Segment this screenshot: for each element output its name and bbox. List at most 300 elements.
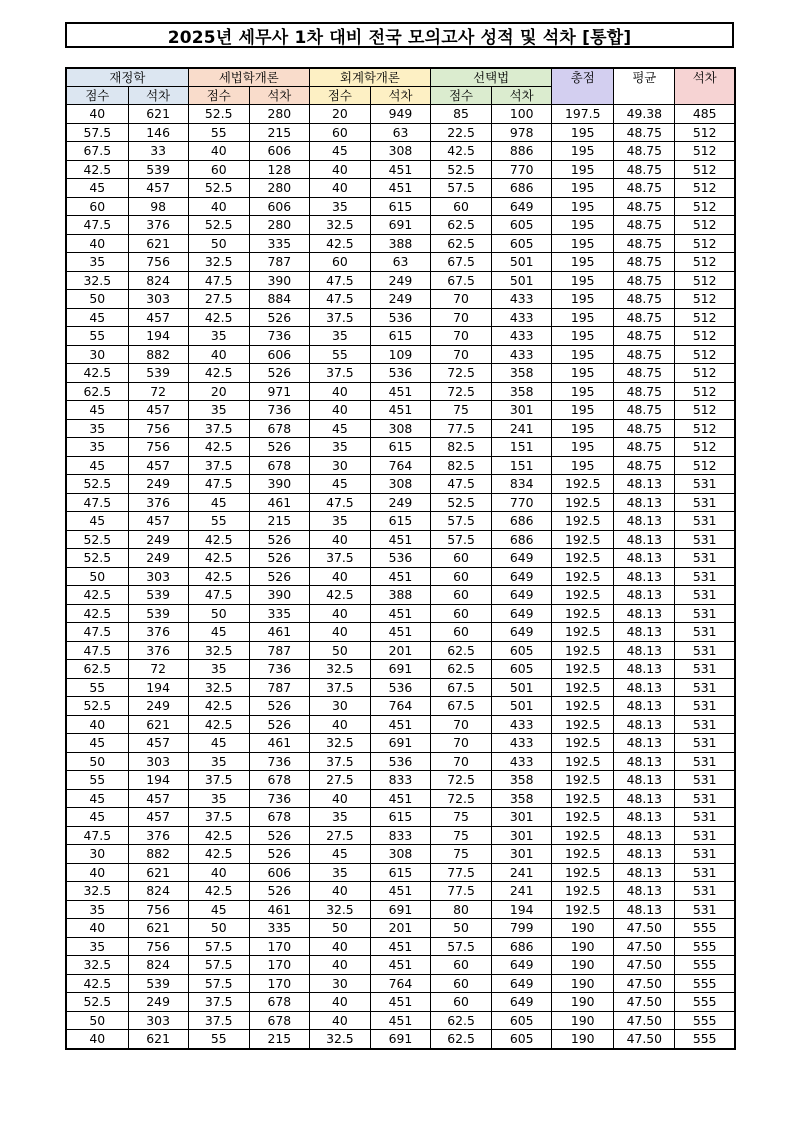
accounting-score-cell: 20 <box>309 105 370 124</box>
tax-law-score-cell: 35 <box>188 752 249 771</box>
elective-rank-cell: 301 <box>492 845 552 864</box>
tax-law-rank-cell: 280 <box>249 179 309 198</box>
elective-score-cell: 57.5 <box>431 937 492 956</box>
overall-rank-cell: 512 <box>675 160 735 179</box>
tax-law-rank-cell: 526 <box>249 697 309 716</box>
finance-score-cell: 40 <box>66 919 128 938</box>
finance-score-cell: 40 <box>66 234 128 253</box>
elective-rank-cell: 241 <box>492 863 552 882</box>
accounting-rank-cell: 691 <box>370 216 430 235</box>
finance-score-cell: 45 <box>66 401 128 420</box>
tax-law-score-cell: 37.5 <box>188 419 249 438</box>
average-score-cell: 48.75 <box>614 216 675 235</box>
total-score-cell: 195 <box>552 327 614 346</box>
elective-score-cell: 57.5 <box>431 179 492 198</box>
average-score-cell: 48.13 <box>614 530 675 549</box>
elective-score-cell: 47.5 <box>431 475 492 494</box>
elective-rank-cell: 605 <box>492 641 552 660</box>
score-table-body <box>66 105 735 1049</box>
average-score-cell: 48.13 <box>614 493 675 512</box>
finance-score-cell: 47.5 <box>66 216 128 235</box>
elective-rank-cell: 301 <box>492 808 552 827</box>
accounting-score-cell: 37.5 <box>309 752 370 771</box>
overall-rank-cell: 531 <box>675 808 735 827</box>
elective-score-cell: 80 <box>431 900 492 919</box>
elective-rank-cell: 686 <box>492 179 552 198</box>
finance-score-cell: 35 <box>66 253 128 272</box>
table-row <box>66 512 735 531</box>
tax-law-score-cell: 37.5 <box>188 771 249 790</box>
average-score-cell: 47.50 <box>614 956 675 975</box>
tax-law-score-cell: 47.5 <box>188 271 249 290</box>
overall-rank-cell: 512 <box>675 290 735 309</box>
overall-rank-cell: 512 <box>675 345 735 364</box>
finance-score-cell: 42.5 <box>66 364 128 383</box>
accounting-rank-cell: 451 <box>370 623 430 642</box>
elective-score-cell: 75 <box>431 826 492 845</box>
tax-law-score-cell: 57.5 <box>188 974 249 993</box>
total-score-cell: 195 <box>552 271 614 290</box>
elective-rank-cell: 301 <box>492 826 552 845</box>
accounting-score-cell: 32.5 <box>309 734 370 753</box>
overall-rank-cell: 531 <box>675 789 735 808</box>
elective-score-cell: 60 <box>431 956 492 975</box>
total-score-cell: 195 <box>552 456 614 475</box>
header-overall-rank: 석차 <box>675 68 735 105</box>
elective-rank-cell: 770 <box>492 160 552 179</box>
accounting-rank-cell: 615 <box>370 197 430 216</box>
tax-law-score-cell: 42.5 <box>188 882 249 901</box>
accounting-rank-cell: 949 <box>370 105 430 124</box>
accounting-rank-cell: 615 <box>370 512 430 531</box>
elective-score-cell: 60 <box>431 974 492 993</box>
total-score-cell: 195 <box>552 160 614 179</box>
accounting-score-cell: 27.5 <box>309 826 370 845</box>
elective-rank-cell: 605 <box>492 234 552 253</box>
tax-law-rank-cell: 280 <box>249 105 309 124</box>
accounting-rank-cell: 615 <box>370 327 430 346</box>
accounting-score-cell: 47.5 <box>309 271 370 290</box>
total-score-cell: 195 <box>552 197 614 216</box>
tax-law-rank-cell: 215 <box>249 512 309 531</box>
elective-score-cell: 62.5 <box>431 1030 492 1049</box>
tax-law-rank-cell: 526 <box>249 567 309 586</box>
tax-law-score-cell: 37.5 <box>188 456 249 475</box>
accounting-rank-cell: 308 <box>370 142 430 161</box>
elective-rank-cell: 433 <box>492 345 552 364</box>
average-score-cell: 48.13 <box>614 734 675 753</box>
overall-rank-cell: 531 <box>675 771 735 790</box>
table-row <box>66 401 735 420</box>
overall-rank-cell: 531 <box>675 641 735 660</box>
tax-law-score-cell: 55 <box>188 512 249 531</box>
table-row <box>66 197 735 216</box>
accounting-score-cell: 40 <box>309 401 370 420</box>
finance-score-cell: 50 <box>66 1011 128 1030</box>
total-score-cell: 192.5 <box>552 604 614 623</box>
overall-rank-cell: 512 <box>675 456 735 475</box>
tax-law-rank-header: 석차 <box>249 87 309 105</box>
finance-rank-cell: 376 <box>128 641 188 660</box>
tax-law-rank-cell: 884 <box>249 290 309 309</box>
total-score-cell: 192.5 <box>552 549 614 568</box>
accounting-score-cell: 27.5 <box>309 771 370 790</box>
accounting-rank-cell: 691 <box>370 1030 430 1049</box>
table-row <box>66 863 735 882</box>
overall-rank-cell: 531 <box>675 530 735 549</box>
tax-law-rank-cell: 526 <box>249 845 309 864</box>
subject-header-finance: 재정학 <box>66 68 188 87</box>
finance-score-cell: 42.5 <box>66 586 128 605</box>
table-row <box>66 271 735 290</box>
accounting-rank-cell: 451 <box>370 937 430 956</box>
overall-rank-cell: 512 <box>675 327 735 346</box>
finance-rank-cell: 194 <box>128 327 188 346</box>
elective-score-cell: 62.5 <box>431 216 492 235</box>
finance-rank-cell: 756 <box>128 900 188 919</box>
table-row <box>66 641 735 660</box>
tax-law-rank-cell: 606 <box>249 197 309 216</box>
overall-rank-cell: 512 <box>675 382 735 401</box>
overall-rank-cell: 512 <box>675 419 735 438</box>
accounting-score-cell: 60 <box>309 253 370 272</box>
accounting-score-cell: 40 <box>309 179 370 198</box>
accounting-score-cell: 40 <box>309 956 370 975</box>
elective-rank-cell: 100 <box>492 105 552 124</box>
table-row <box>66 253 735 272</box>
total-score-cell: 190 <box>552 1030 614 1049</box>
accounting-score-cell: 32.5 <box>309 1030 370 1049</box>
average-score-cell: 48.75 <box>614 271 675 290</box>
average-score-cell: 48.13 <box>614 549 675 568</box>
accounting-rank-cell: 691 <box>370 900 430 919</box>
average-score-cell: 48.13 <box>614 678 675 697</box>
table-row <box>66 789 735 808</box>
overall-rank-cell: 485 <box>675 105 735 124</box>
tax-law-score-cell: 32.5 <box>188 641 249 660</box>
finance-score-cell: 50 <box>66 752 128 771</box>
overall-rank-cell: 531 <box>675 586 735 605</box>
tax-law-score-cell: 50 <box>188 604 249 623</box>
tax-law-rank-cell: 736 <box>249 401 309 420</box>
accounting-rank-cell: 249 <box>370 493 430 512</box>
total-score-cell: 192.5 <box>552 826 614 845</box>
elective-rank-cell: 433 <box>492 327 552 346</box>
accounting-rank-cell: 764 <box>370 974 430 993</box>
elective-rank-cell: 151 <box>492 456 552 475</box>
table-row <box>66 456 735 475</box>
accounting-rank-cell: 249 <box>370 271 430 290</box>
table-row <box>66 475 735 494</box>
accounting-rank-cell: 615 <box>370 438 430 457</box>
tax-law-rank-cell: 678 <box>249 808 309 827</box>
total-score-cell: 195 <box>552 308 614 327</box>
finance-score-cell: 45 <box>66 734 128 753</box>
overall-rank-cell: 531 <box>675 715 735 734</box>
elective-score-cell: 60 <box>431 993 492 1012</box>
finance-score-cell: 35 <box>66 900 128 919</box>
accounting-score-cell: 40 <box>309 530 370 549</box>
average-score-cell: 48.75 <box>614 142 675 161</box>
finance-score-cell: 52.5 <box>66 475 128 494</box>
tax-law-score-cell: 37.5 <box>188 808 249 827</box>
table-row <box>66 234 735 253</box>
table-row <box>66 549 735 568</box>
table-row <box>66 160 735 179</box>
tax-law-score-cell: 35 <box>188 327 249 346</box>
tax-law-rank-cell: 736 <box>249 660 309 679</box>
finance-rank-cell: 457 <box>128 179 188 198</box>
elective-rank-cell: 686 <box>492 512 552 531</box>
accounting-score-cell: 37.5 <box>309 364 370 383</box>
finance-rank-cell: 194 <box>128 678 188 697</box>
tax-law-rank-cell: 461 <box>249 493 309 512</box>
tax-law-score-cell: 42.5 <box>188 826 249 845</box>
table-row <box>66 327 735 346</box>
total-score-cell: 190 <box>552 919 614 938</box>
average-score-cell: 48.13 <box>614 752 675 771</box>
finance-score-cell: 45 <box>66 512 128 531</box>
tax-law-score-cell: 27.5 <box>188 290 249 309</box>
accounting-rank-cell: 451 <box>370 401 430 420</box>
finance-rank-cell: 457 <box>128 789 188 808</box>
accounting-rank-cell: 249 <box>370 290 430 309</box>
accounting-score-cell: 30 <box>309 456 370 475</box>
elective-score-cell: 72.5 <box>431 771 492 790</box>
total-score-cell: 192.5 <box>552 623 614 642</box>
finance-rank-header: 석차 <box>128 87 188 105</box>
tax-law-score-cell: 35 <box>188 789 249 808</box>
overall-rank-cell: 531 <box>675 678 735 697</box>
total-score-cell: 192.5 <box>552 475 614 494</box>
accounting-score-header: 점수 <box>309 87 370 105</box>
tax-law-rank-cell: 787 <box>249 678 309 697</box>
elective-rank-cell: 649 <box>492 567 552 586</box>
total-score-cell: 192.5 <box>552 863 614 882</box>
table-row <box>66 826 735 845</box>
overall-rank-cell: 531 <box>675 752 735 771</box>
total-score-cell: 190 <box>552 937 614 956</box>
total-score-cell: 195 <box>552 419 614 438</box>
elective-score-cell: 77.5 <box>431 419 492 438</box>
table-row <box>66 882 735 901</box>
finance-score-cell: 55 <box>66 327 128 346</box>
finance-rank-cell: 249 <box>128 993 188 1012</box>
tax-law-rank-cell: 736 <box>249 327 309 346</box>
overall-rank-cell: 512 <box>675 401 735 420</box>
elective-score-cell: 70 <box>431 752 492 771</box>
tax-law-rank-cell: 526 <box>249 530 309 549</box>
elective-rank-cell: 501 <box>492 253 552 272</box>
elective-rank-cell: 605 <box>492 1030 552 1049</box>
accounting-rank-cell: 536 <box>370 308 430 327</box>
table-row <box>66 530 735 549</box>
finance-score-cell: 45 <box>66 456 128 475</box>
accounting-rank-cell: 63 <box>370 253 430 272</box>
elective-score-cell: 57.5 <box>431 530 492 549</box>
finance-rank-cell: 376 <box>128 216 188 235</box>
accounting-score-cell: 42.5 <box>309 586 370 605</box>
overall-rank-cell: 531 <box>675 734 735 753</box>
average-score-cell: 48.75 <box>614 419 675 438</box>
finance-rank-cell: 249 <box>128 475 188 494</box>
accounting-rank-cell: 833 <box>370 826 430 845</box>
elective-rank-cell: 433 <box>492 715 552 734</box>
finance-score-cell: 32.5 <box>66 882 128 901</box>
average-score-cell: 47.50 <box>614 919 675 938</box>
accounting-score-cell: 35 <box>309 327 370 346</box>
tax-law-score-cell: 47.5 <box>188 586 249 605</box>
finance-score-cell: 32.5 <box>66 956 128 975</box>
accounting-rank-cell: 536 <box>370 678 430 697</box>
elective-score-cell: 77.5 <box>431 863 492 882</box>
total-score-cell: 192.5 <box>552 530 614 549</box>
accounting-rank-cell: 764 <box>370 456 430 475</box>
overall-rank-cell: 512 <box>675 142 735 161</box>
tax-law-rank-cell: 128 <box>249 160 309 179</box>
elective-score-cell: 57.5 <box>431 512 492 531</box>
tax-law-rank-cell: 526 <box>249 715 309 734</box>
average-score-cell: 48.13 <box>614 567 675 586</box>
accounting-score-cell: 40 <box>309 789 370 808</box>
overall-rank-cell: 512 <box>675 308 735 327</box>
accounting-score-cell: 32.5 <box>309 216 370 235</box>
elective-score-cell: 72.5 <box>431 364 492 383</box>
finance-rank-cell: 303 <box>128 567 188 586</box>
average-score-cell: 48.75 <box>614 253 675 272</box>
finance-score-cell: 40 <box>66 1030 128 1049</box>
tax-law-rank-cell: 215 <box>249 1030 309 1049</box>
finance-score-cell: 47.5 <box>66 826 128 845</box>
accounting-rank-cell: 764 <box>370 697 430 716</box>
finance-rank-cell: 539 <box>128 974 188 993</box>
average-score-cell: 48.13 <box>614 512 675 531</box>
finance-rank-cell: 303 <box>128 290 188 309</box>
elective-rank-cell: 151 <box>492 438 552 457</box>
elective-rank-cell: 686 <box>492 530 552 549</box>
subject-header-row <box>66 68 735 87</box>
tax-law-score-cell: 40 <box>188 197 249 216</box>
average-score-cell: 48.13 <box>614 697 675 716</box>
table-row <box>66 808 735 827</box>
accounting-rank-cell: 451 <box>370 530 430 549</box>
tax-law-score-cell: 50 <box>188 234 249 253</box>
accounting-rank-cell: 451 <box>370 882 430 901</box>
accounting-score-cell: 32.5 <box>309 660 370 679</box>
tax-law-score-cell: 35 <box>188 401 249 420</box>
accounting-rank-cell: 451 <box>370 604 430 623</box>
tax-law-score-cell: 42.5 <box>188 549 249 568</box>
elective-score-cell: 70 <box>431 308 492 327</box>
tax-law-rank-cell: 606 <box>249 142 309 161</box>
tax-law-score-cell: 42.5 <box>188 697 249 716</box>
table-row <box>66 345 735 364</box>
finance-score-cell: 30 <box>66 345 128 364</box>
accounting-rank-cell: 451 <box>370 1011 430 1030</box>
accounting-score-cell: 50 <box>309 641 370 660</box>
accounting-score-cell: 35 <box>309 512 370 531</box>
elective-score-cell: 67.5 <box>431 253 492 272</box>
elective-rank-cell: 649 <box>492 623 552 642</box>
finance-score-cell: 35 <box>66 419 128 438</box>
overall-rank-cell: 512 <box>675 123 735 142</box>
total-score-cell: 195 <box>552 253 614 272</box>
tax-law-rank-cell: 170 <box>249 956 309 975</box>
accounting-rank-cell: 109 <box>370 345 430 364</box>
finance-score-cell: 57.5 <box>66 123 128 142</box>
elective-rank-cell: 241 <box>492 419 552 438</box>
total-score-cell: 195 <box>552 290 614 309</box>
elective-score-cell: 62.5 <box>431 660 492 679</box>
finance-score-cell: 52.5 <box>66 697 128 716</box>
tax-law-rank-cell: 606 <box>249 863 309 882</box>
total-score-cell: 195 <box>552 364 614 383</box>
average-score-cell: 48.13 <box>614 660 675 679</box>
elective-score-cell: 60 <box>431 586 492 605</box>
overall-rank-cell: 512 <box>675 216 735 235</box>
accounting-score-cell: 47.5 <box>309 493 370 512</box>
total-score-cell: 192.5 <box>552 845 614 864</box>
table-row <box>66 993 735 1012</box>
elective-rank-cell: 194 <box>492 900 552 919</box>
elective-score-cell: 62.5 <box>431 641 492 660</box>
table-row <box>66 900 735 919</box>
table-row <box>66 586 735 605</box>
accounting-rank-cell: 451 <box>370 567 430 586</box>
elective-score-cell: 52.5 <box>431 493 492 512</box>
overall-rank-cell: 531 <box>675 900 735 919</box>
elective-score-cell: 82.5 <box>431 438 492 457</box>
tax-law-rank-cell: 526 <box>249 882 309 901</box>
finance-rank-cell: 376 <box>128 493 188 512</box>
tax-law-rank-cell: 390 <box>249 586 309 605</box>
elective-score-cell: 75 <box>431 808 492 827</box>
elective-score-cell: 60 <box>431 604 492 623</box>
tax-law-score-header: 점수 <box>188 87 249 105</box>
tax-law-score-cell: 57.5 <box>188 937 249 956</box>
average-score-cell: 48.13 <box>614 826 675 845</box>
elective-rank-cell: 649 <box>492 604 552 623</box>
elective-rank-header: 석차 <box>492 87 552 105</box>
elective-rank-cell: 799 <box>492 919 552 938</box>
tax-law-score-cell: 60 <box>188 160 249 179</box>
elective-score-cell: 67.5 <box>431 678 492 697</box>
average-score-cell: 48.13 <box>614 845 675 864</box>
elective-score-header: 점수 <box>431 87 492 105</box>
finance-score-cell: 45 <box>66 179 128 198</box>
tax-law-score-cell: 57.5 <box>188 956 249 975</box>
finance-score-cell: 50 <box>66 567 128 586</box>
overall-rank-cell: 531 <box>675 826 735 845</box>
tax-law-rank-cell: 787 <box>249 641 309 660</box>
accounting-rank-cell: 691 <box>370 734 430 753</box>
tax-law-rank-cell: 787 <box>249 253 309 272</box>
accounting-score-cell: 35 <box>309 197 370 216</box>
total-score-cell: 195 <box>552 142 614 161</box>
finance-rank-cell: 376 <box>128 623 188 642</box>
finance-rank-cell: 457 <box>128 401 188 420</box>
accounting-rank-cell: 615 <box>370 808 430 827</box>
table-row <box>66 419 735 438</box>
elective-rank-cell: 358 <box>492 789 552 808</box>
finance-rank-cell: 621 <box>128 1030 188 1049</box>
average-score-cell: 48.75 <box>614 345 675 364</box>
tax-law-rank-cell: 736 <box>249 752 309 771</box>
finance-rank-cell: 194 <box>128 771 188 790</box>
overall-rank-cell: 555 <box>675 993 735 1012</box>
elective-rank-cell: 649 <box>492 974 552 993</box>
subject-header-elective: 선택법 <box>431 68 552 87</box>
